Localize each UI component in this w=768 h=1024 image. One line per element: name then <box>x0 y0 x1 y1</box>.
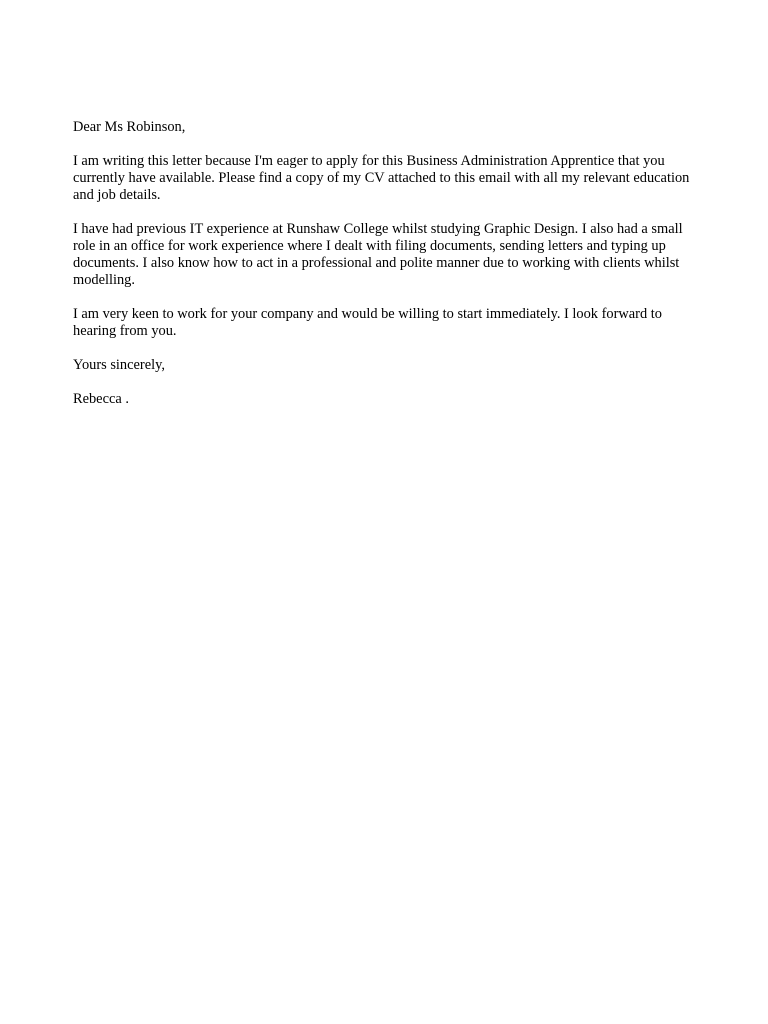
paragraph-intro: I am writing this letter because I'm eager to apply for this Business Administration Apprentice that you currently have available. Please find a copy of my CV attached to this email with all my relevant education and job details. <box>73 153 690 203</box>
signature: Rebecca . <box>73 391 129 407</box>
salutation: Dear Ms Robinson, <box>73 119 186 135</box>
closing-phrase: Yours sincerely, <box>73 357 165 373</box>
paragraph-closing: I am very keen to work for your company and would be willing to start immediately. I look forward to hearing from you. <box>73 306 662 339</box>
cover-letter <box>73 119 703 425</box>
paragraph-experience: I have had previous IT experience at Runshaw College whilst studying Graphic Design. I also had a small role in an office for work experience where I dealt with filing documents, sending letters and typing up documents. I also know how to act in a professional and polite manner due to working with clients whilst modelling. <box>73 221 683 288</box>
